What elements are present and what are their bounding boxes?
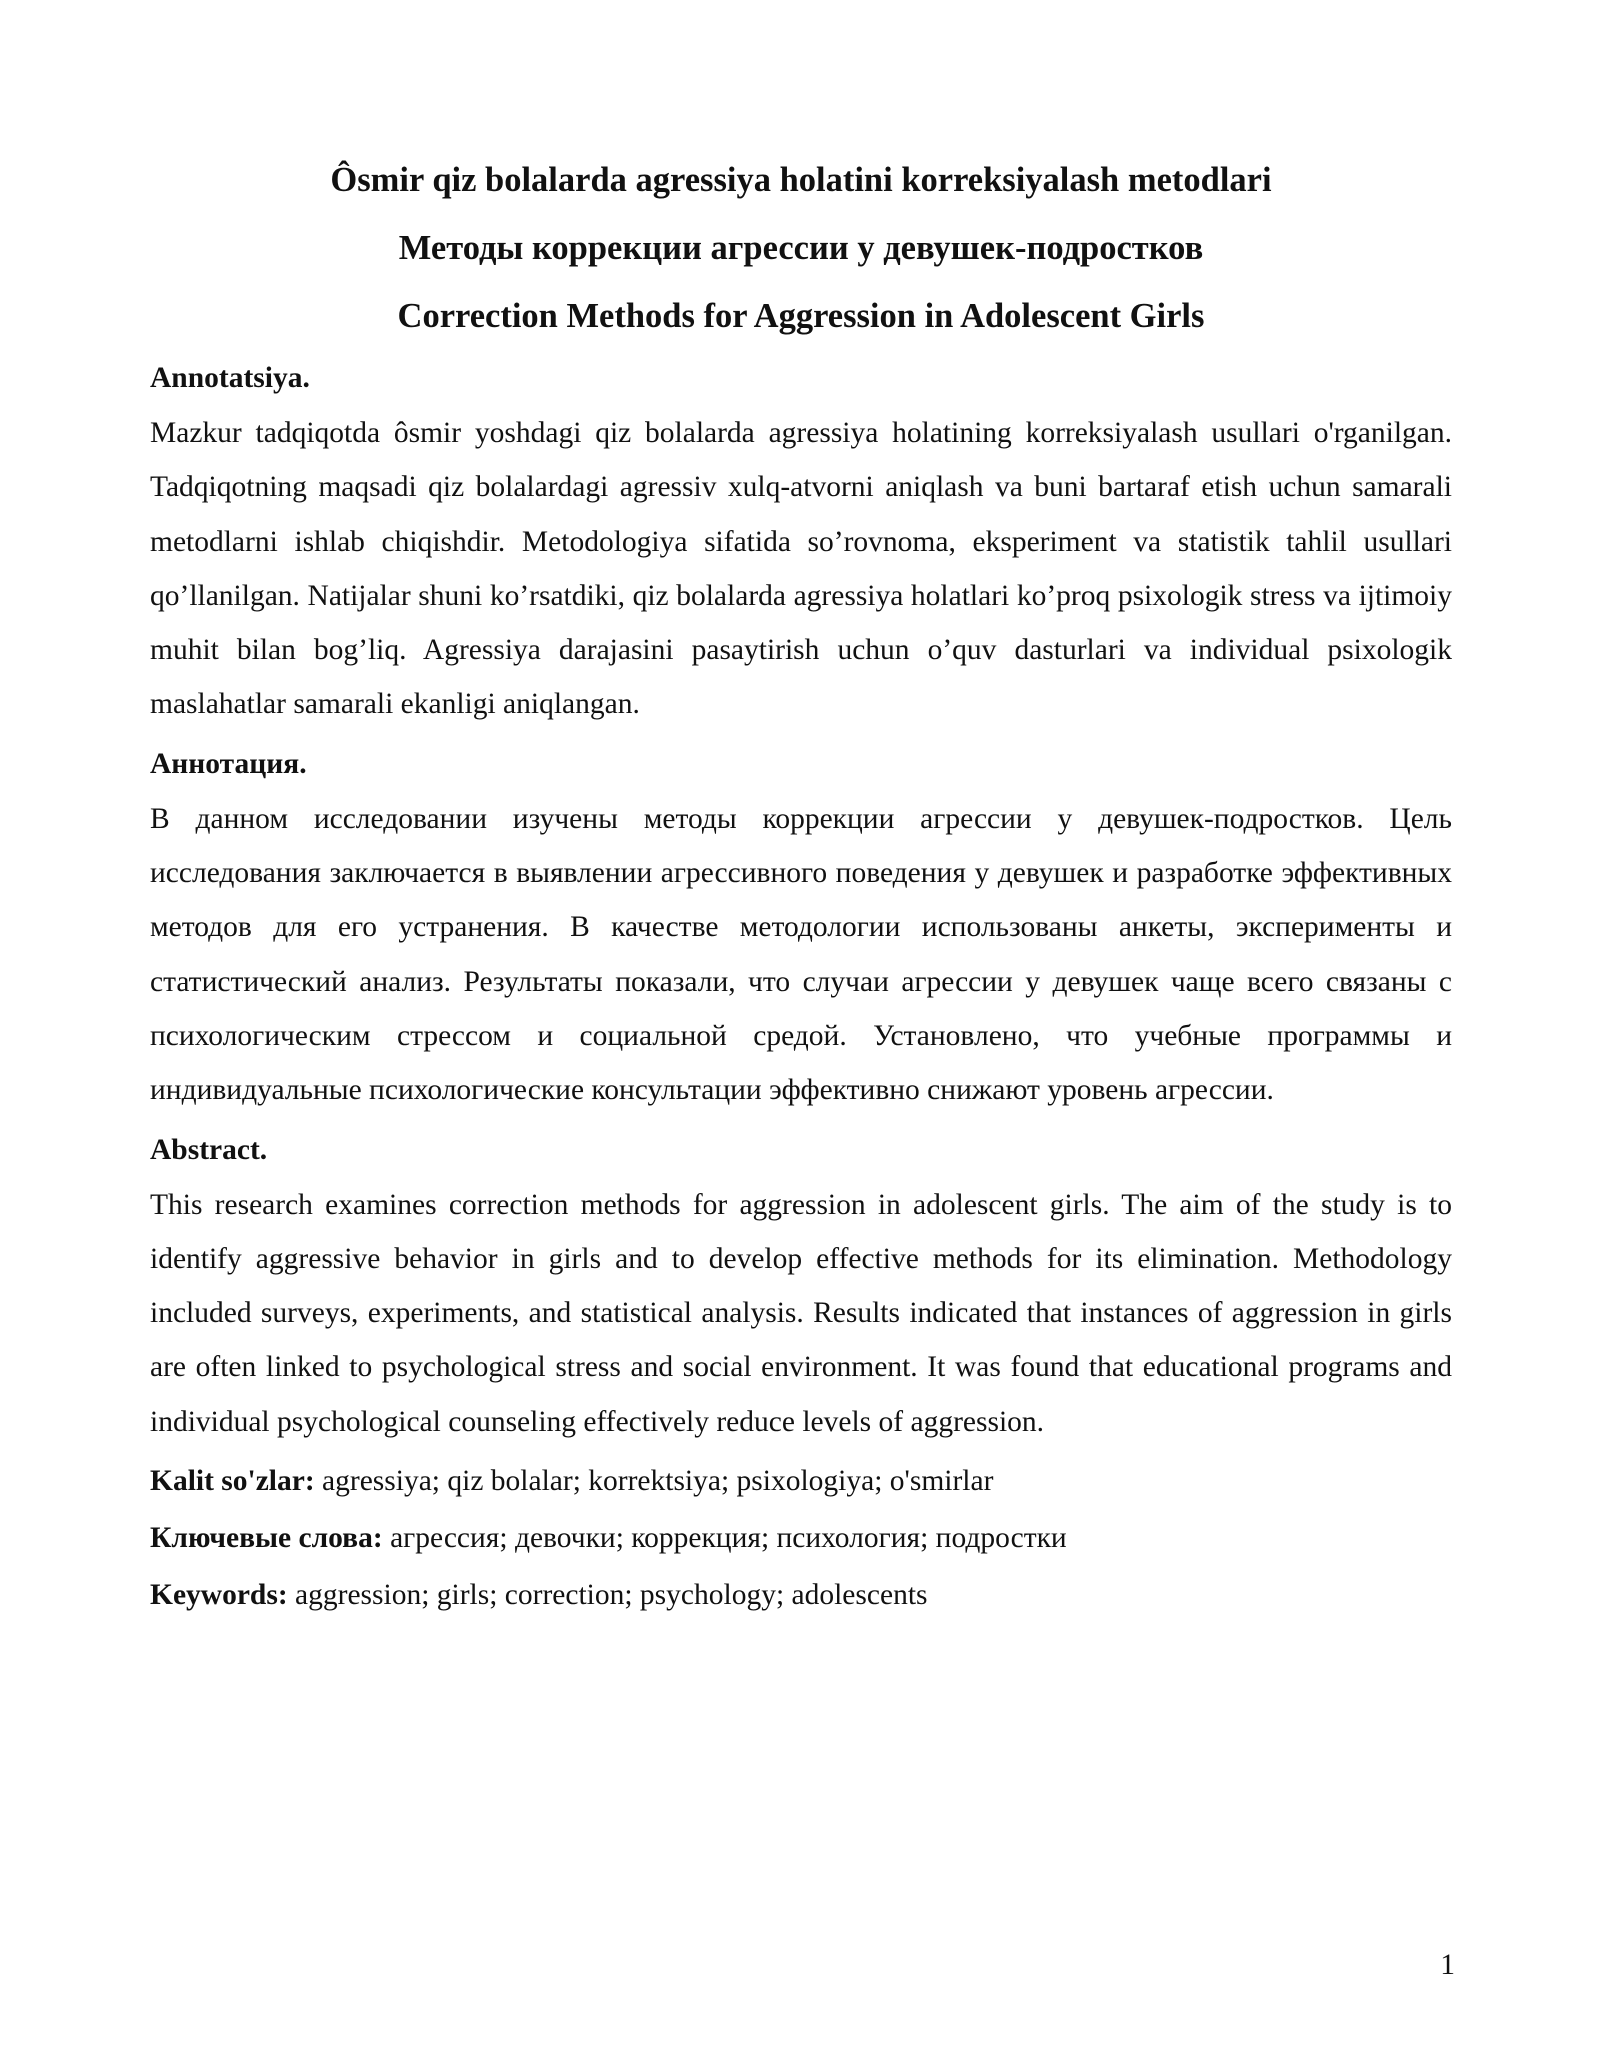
keywords-uz [150, 1453, 1452, 1510]
abstract-ru-heading: Аннотация. [150, 747, 307, 780]
abstract-en-heading: Abstract. [150, 1133, 268, 1166]
keywords-ru-label: Ключевые слова: [150, 1522, 383, 1555]
title-russian: Методы коррекции агрессии у девушек-подростков [398, 229, 1204, 267]
abstract-en-text: This research examines correction methods for aggression in adolescent girls. The aim of the study is to identify aggressive behavior in girls and to develop effective methods for its elimination. Methodology included surveys, experiments, and statistical analysis. Results indicated that instances of aggression in girls are often linked to psychological stress and social environment. It was found that educational programs and individual psychological counseling effectively reduce levels of aggression. [150, 1188, 1452, 1438]
abstract-ru-text: В данном исследовании изучены методы коррекции агрессии у девушек-подростков. Цель исследования заключается в выявлении агрессивного поведения у девушек и разработке эффективных методов для его устранения. В качестве методологии использованы анкеты, эксперименты и статистический анализ. Результаты показали, что случаи агрессии у девушек чаще всего связаны с психологическим стрессом и социальной средой. Установлено, что учебные программы и индивидуальные психологические консультации эффективно снижают уровень агрессии. [150, 802, 1452, 1107]
abstract-uz-heading: Annotatsiya. [150, 362, 310, 394]
keywords-uz-value: agressiya; qiz bolalar; korrektsiya; psixologiya; o'smirlar [314, 1465, 994, 1498]
keywords-uz-label: Kalit so'zlar: [150, 1465, 315, 1498]
page-number: 1 [1440, 1949, 1455, 1981]
keywords-en-label: Keywords: [150, 1579, 288, 1612]
title-english: Correction Methods for Aggression in Adolescent Girls [397, 297, 1205, 335]
keywords-en-value: aggression; girls; correction; psychology; adolescents [287, 1579, 928, 1612]
abstract-uz-text: Mazkur tadqiqotda ôsmir yoshdagi qiz bolalarda agressiya holatining korreksiyalash usullari o'rganilgan. Tadqiqotning maqsadi qiz bolalardagi agressiv xulq-atvorni aniqlash va buni bartaraf etish uchun samarali metodlarni ishlab chiqishdir. Metodologiya sifatida so’rovnoma, eksperiment va statistik tahlil usullari qo’llanilgan. Natijalar shuni ko’rsatdiki, qiz bolalarda agressiya holatlari ko’proq psixologik stress va ijtimoiy muhit bilan bog’liq. Agressiya darajasini pasaytirish uchun o’quv dasturlari va individual psixologik maslahatlar samarali ekanligi aniqlangan. [150, 417, 1452, 721]
keywords-ru-value: агрессия; девочки; коррекция; психология; подростки [382, 1522, 1067, 1555]
title-uzbek: Ôsmir qiz bolalarda agressiya holatini korreksiyalash metodlari [330, 161, 1272, 199]
keywords-en [150, 1567, 1452, 1624]
page-content [150, 146, 1452, 1624]
keywords-ru [150, 1510, 1452, 1567]
